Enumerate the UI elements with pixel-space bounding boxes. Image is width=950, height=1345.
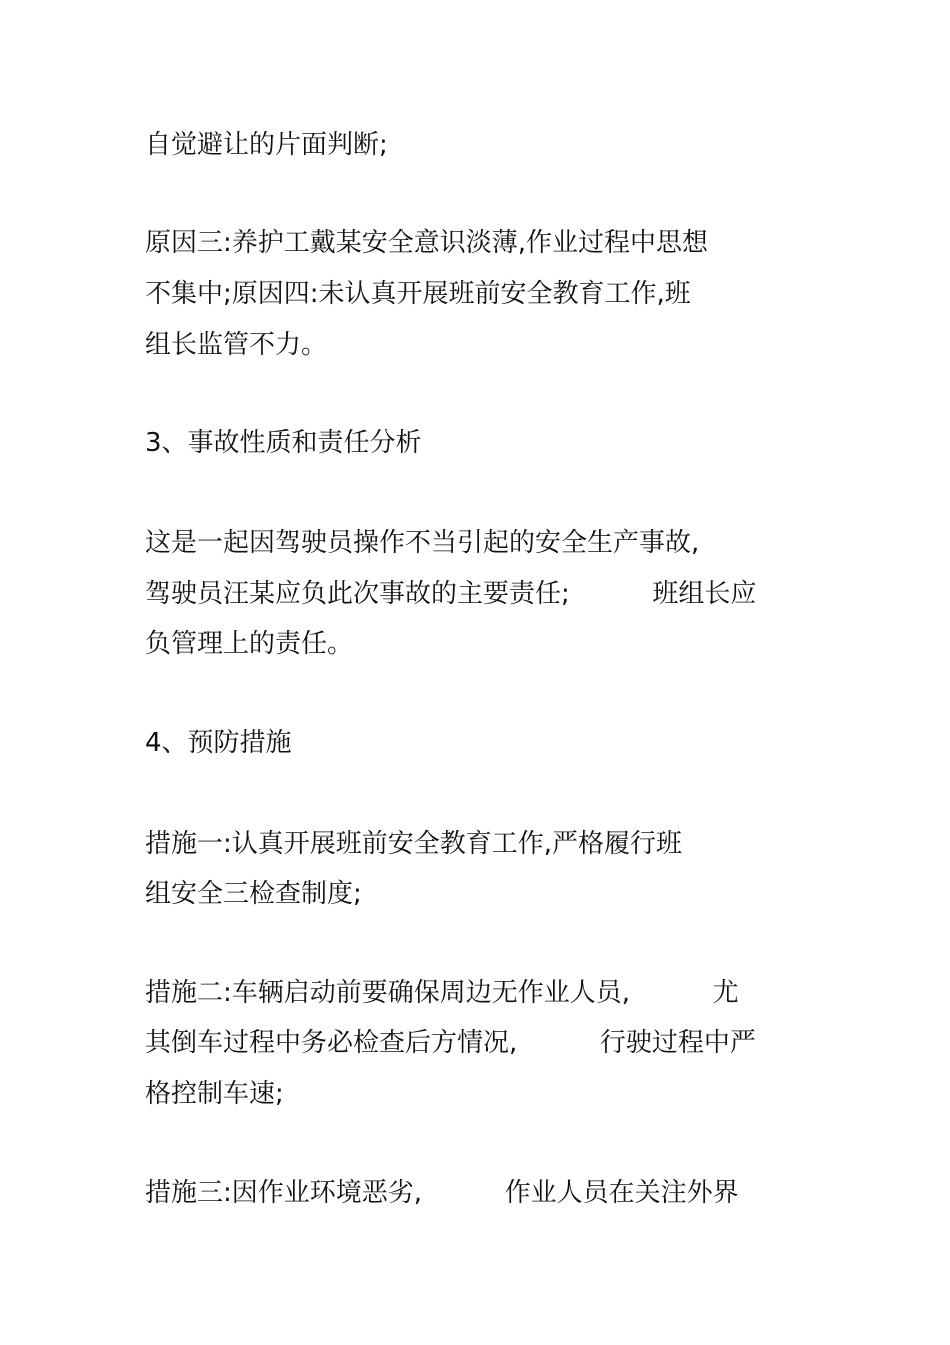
text-line: 其倒车过程中务必检查后方情况, 行驶过程中严 bbox=[145, 1028, 756, 1058]
text-line: 措施二:车辆启动前要确保周边无作业人员, 尤 bbox=[145, 978, 739, 1008]
text-line: 组安全三检查制度; bbox=[145, 879, 362, 909]
text-line: 措施三:因作业环境恶劣, 作业人员在关注外界 bbox=[145, 1178, 739, 1208]
text-line: 措施一:认真开展班前安全教育工作,严格履行班 bbox=[145, 829, 683, 859]
text-line: 这是一起因驾驶员操作不当引起的安全生产事故, bbox=[145, 528, 700, 558]
text-line: 原因三:养护工戴某安全意识淡薄,作业过程中思想 bbox=[145, 228, 709, 258]
text-line: 驾驶员汪某应负此次事故的主要责任; 班组长应 bbox=[145, 579, 757, 609]
section-heading: 3、事故性质和责任分析 bbox=[145, 428, 422, 458]
text-line: 自觉避让的片面判断; bbox=[145, 130, 388, 160]
text-line: 组长监管不力。 bbox=[145, 330, 328, 360]
text-line: 不集中;原因四:未认真开展班前安全教育工作,班 bbox=[145, 279, 691, 309]
section-heading: 4、预防措施 bbox=[145, 728, 292, 758]
text-line: 负管理上的责任。 bbox=[145, 629, 354, 659]
text-line: 格控制车速; bbox=[145, 1079, 284, 1109]
